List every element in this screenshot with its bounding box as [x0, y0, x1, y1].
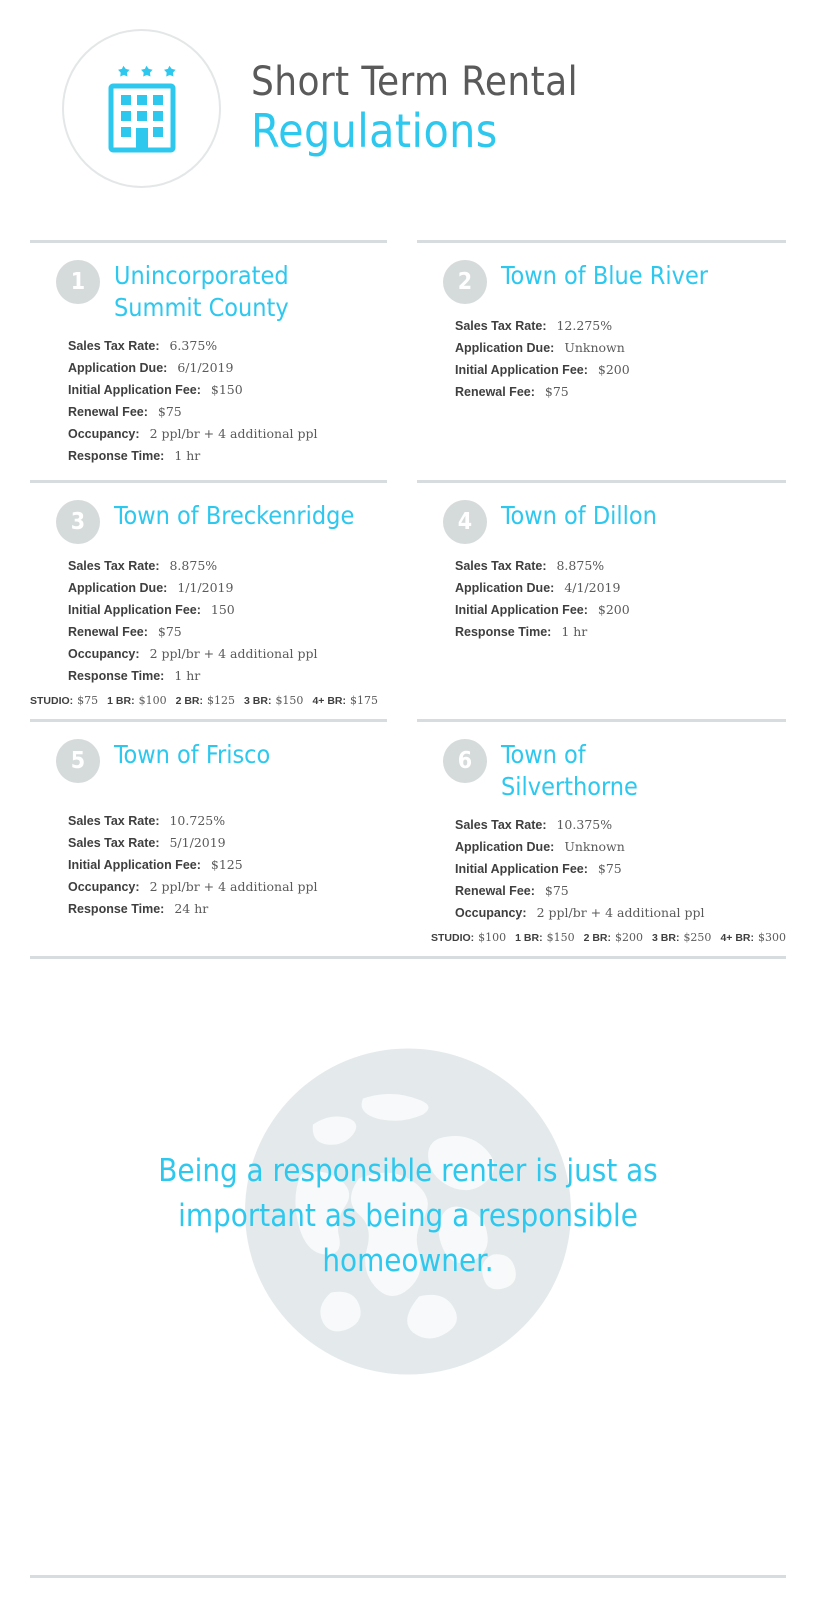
card-title: Town of Frisco [114, 740, 271, 769]
field-label: Application Due: [68, 361, 168, 375]
field-value: 1 hr [561, 624, 588, 639]
card-title: Town of Blue River [501, 261, 709, 290]
bedroom-fee-label: STUDIO: [431, 932, 475, 944]
field-value: $75 [157, 624, 182, 639]
regulation-card-5 [30, 719, 387, 956]
field-row [68, 338, 387, 353]
field-value: 10.725% [169, 813, 226, 828]
field-value: 6/1/2019 [177, 360, 234, 375]
field-row [455, 883, 786, 898]
bedroom-fee-value: $150 [275, 694, 304, 707]
bedroom-fee-label: 3 BR: [244, 695, 272, 707]
bedroom-fee-item [515, 928, 574, 946]
field-value: $75 [544, 384, 569, 399]
field-label: Application Due: [455, 581, 555, 595]
field-label: Application Due: [455, 341, 555, 355]
field-label: Renewal Fee: [68, 625, 148, 639]
field-label: Sales Tax Rate: [68, 339, 160, 353]
field-value: 2 ppl/br + 4 additional ppl [536, 905, 705, 920]
field-row [455, 602, 786, 617]
card-number-badge: 3 [56, 500, 100, 544]
card-number-badge: 4 [443, 500, 487, 544]
field-value: 4/1/2019 [564, 580, 621, 595]
card-fields [30, 338, 387, 463]
field-value: $125 [210, 857, 243, 872]
bedroom-fee-value: $125 [207, 694, 236, 707]
card-fields [417, 318, 786, 399]
field-row [68, 580, 387, 595]
card-number-badge: 6 [443, 739, 487, 783]
bedroom-fee-value: $250 [683, 931, 712, 944]
field-value: 2 ppl/br + 4 additional ppl [149, 879, 318, 894]
bedroom-fee-label: STUDIO: [30, 695, 74, 707]
field-row [68, 813, 387, 828]
field-row [455, 905, 786, 920]
field-row [68, 426, 387, 441]
field-row [68, 879, 387, 894]
field-label: Initial Application Fee: [68, 383, 201, 397]
bedroom-fee-row [30, 691, 387, 709]
bedroom-fee-value: $100 [138, 694, 167, 707]
bedroom-fee-value: $300 [758, 931, 786, 944]
field-label: Initial Application Fee: [455, 603, 588, 617]
quote-section [0, 999, 816, 1429]
building-with-stars-icon [99, 62, 185, 154]
bedroom-fee-value: $75 [77, 694, 99, 707]
card-fields [30, 558, 387, 683]
field-value: Unknown [564, 839, 625, 854]
field-row [455, 861, 786, 876]
quote-text: Being a responsible renter is just as important as being a responsible homeowner. [158, 1153, 658, 1279]
field-label: Response Time: [68, 449, 165, 463]
bedroom-fee-item [30, 691, 98, 709]
field-label: Occupancy: [455, 906, 527, 920]
field-row [455, 817, 786, 832]
field-row [68, 646, 387, 661]
card-title: Town of Breckenridge [114, 501, 355, 530]
bedroom-fee-item [431, 928, 506, 946]
card-header [417, 258, 786, 304]
field-value: 8.875% [556, 558, 605, 573]
regulation-card-4 [417, 480, 786, 719]
page-header [0, 0, 816, 180]
card-title: Unincorporated Summit County [114, 261, 289, 322]
regulation-card-6 [417, 719, 786, 956]
field-value: $200 [597, 602, 630, 617]
field-row [68, 448, 387, 463]
bedroom-fee-item [312, 691, 378, 709]
footer-divider [30, 1575, 786, 1578]
field-label: Sales Tax Rate: [68, 814, 160, 828]
bedroom-fee-item [176, 691, 235, 709]
field-value: $75 [544, 883, 569, 898]
field-label: Sales Tax Rate: [68, 836, 160, 850]
regulation-card-3 [30, 480, 387, 719]
field-value: 24 hr [174, 901, 209, 916]
bedroom-fee-item [584, 928, 643, 946]
field-row [68, 901, 387, 916]
field-value: $150 [210, 382, 243, 397]
card-number-badge: 5 [56, 739, 100, 783]
card-title: Town of Dillon [501, 501, 657, 530]
field-row [455, 580, 786, 595]
field-value: 5/1/2019 [169, 835, 226, 850]
bedroom-fee-value: $150 [546, 931, 575, 944]
bedroom-fee-label: 2 BR: [175, 695, 204, 707]
field-row [68, 668, 387, 683]
field-label: Sales Tax Rate: [455, 818, 547, 832]
card-fields [417, 817, 786, 920]
field-value: $200 [597, 362, 630, 377]
bedroom-fee-value: $200 [615, 931, 644, 944]
bedroom-fee-row [417, 928, 786, 946]
bedroom-fee-item [720, 928, 786, 946]
field-label: Sales Tax Rate: [455, 319, 547, 333]
field-row [455, 362, 786, 377]
page-title: Short Term Rental [251, 59, 578, 105]
regulation-card-2 [417, 240, 786, 480]
bedroom-fee-label: 3 BR: [652, 932, 680, 944]
field-row [455, 340, 786, 355]
field-value: 2 ppl/br + 4 additional ppl [149, 426, 318, 441]
card-fields [417, 558, 786, 639]
field-row [455, 558, 786, 573]
field-value: 1 hr [174, 448, 201, 463]
page-subtitle: Regulations [251, 104, 498, 158]
card-number-badge: 2 [443, 260, 487, 304]
bedroom-fee-label: 4+ BR: [312, 695, 346, 707]
field-label: Initial Application Fee: [455, 862, 588, 876]
bedroom-fee-value: $175 [350, 694, 378, 707]
bedroom-fee-item [244, 691, 303, 709]
bedroom-fee-value: $100 [478, 931, 507, 944]
field-value: 6.375% [169, 338, 218, 353]
field-label: Initial Application Fee: [68, 858, 201, 872]
field-label: Occupancy: [68, 647, 140, 661]
grid-bottom-divider [30, 956, 786, 959]
title-block [251, 59, 578, 158]
field-value: 1/1/2019 [177, 580, 234, 595]
field-label: Occupancy: [68, 880, 140, 894]
field-row [68, 602, 387, 617]
card-header [30, 498, 387, 544]
field-row [68, 624, 387, 639]
bedroom-fee-label: 1 BR: [515, 932, 543, 944]
bedroom-fee-label: 1 BR: [107, 695, 135, 707]
field-value: $75 [157, 404, 182, 419]
bedroom-fee-item [107, 691, 166, 709]
field-label: Renewal Fee: [455, 884, 535, 898]
field-label: Response Time: [68, 902, 165, 916]
logo-circle [62, 29, 221, 188]
field-label: Initial Application Fee: [68, 603, 201, 617]
bedroom-fee-label: 2 BR: [583, 932, 612, 944]
card-header [30, 258, 387, 324]
card-number-badge: 1 [56, 260, 100, 304]
regulations-grid [0, 180, 816, 956]
field-row [455, 839, 786, 854]
card-header [417, 737, 786, 803]
field-value: $75 [597, 861, 622, 876]
field-row [68, 835, 387, 850]
field-value: 1 hr [174, 668, 201, 683]
field-value: 150 [210, 602, 235, 617]
field-row [68, 857, 387, 872]
field-label: Initial Application Fee: [455, 363, 588, 377]
field-row [68, 404, 387, 419]
field-value: 10.375% [556, 817, 613, 832]
field-row [68, 558, 387, 573]
field-value: 12.275% [556, 318, 613, 333]
field-label: Response Time: [68, 669, 165, 683]
bedroom-fee-item [652, 928, 711, 946]
field-label: Application Due: [455, 840, 555, 854]
field-value: 2 ppl/br + 4 additional ppl [149, 646, 318, 661]
field-value: 8.875% [169, 558, 218, 573]
field-label: Sales Tax Rate: [68, 559, 160, 573]
field-row [68, 360, 387, 375]
bedroom-fee-label: 4+ BR: [720, 932, 754, 944]
field-label: Response Time: [455, 625, 552, 639]
field-row [455, 318, 786, 333]
field-row [455, 624, 786, 639]
field-label: Occupancy: [68, 427, 140, 441]
card-header [30, 737, 387, 783]
card-header [417, 498, 786, 544]
field-row [455, 384, 786, 399]
field-label: Sales Tax Rate: [455, 559, 547, 573]
field-row [68, 382, 387, 397]
card-title: Town of Silverthorne [501, 740, 638, 801]
field-label: Renewal Fee: [455, 385, 535, 399]
regulation-card-1 [30, 240, 387, 480]
field-value: Unknown [564, 340, 625, 355]
card-fields [30, 813, 387, 916]
field-label: Application Due: [68, 581, 168, 595]
field-label: Renewal Fee: [68, 405, 148, 419]
